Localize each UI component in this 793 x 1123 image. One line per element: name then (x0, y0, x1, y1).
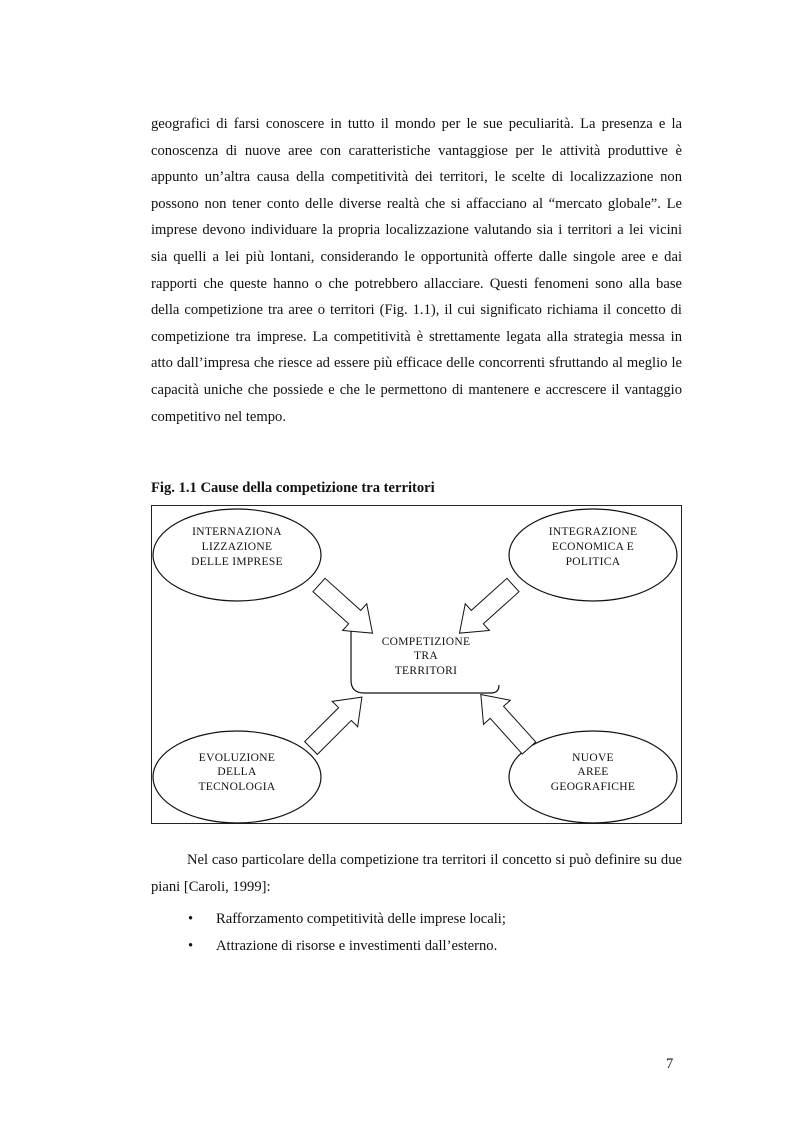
figure-competition-diagram (151, 505, 682, 824)
bullet-icon: • (188, 937, 194, 954)
label-top-right-3: POLITICA (565, 556, 621, 568)
label-center-1: COMPETIZIONE (381, 636, 471, 648)
label-top-left-3: DELLE IMPRESE (191, 556, 283, 568)
label-bottom-right-2: AREE (577, 766, 609, 778)
label-top-left-2: LIZZAZIONE (201, 541, 273, 553)
label-center-2: TRA (414, 650, 438, 662)
label-bottom-left-3: TECNOLOGIA (198, 781, 276, 793)
label-center-3: TERRITORI (394, 665, 458, 677)
label-top-right-2: ECONOMICA E (551, 541, 635, 553)
bullet-list (151, 906, 682, 959)
diagram-svg (151, 505, 682, 824)
list-item (151, 933, 682, 960)
label-bottom-right-1: NUOVE (572, 752, 614, 764)
list-item-text: Attrazione di risorse e investimenti dall’esterno. (216, 937, 498, 954)
page-number: 7 (666, 1056, 674, 1072)
bullet-icon: • (188, 911, 194, 927)
label-bottom-right-3: GEOGRAFICHE (550, 781, 636, 793)
body-paragraph-1: geografici di farsi conoscere in tutto il mondo per le sue peculiarità. La presenza e la conoscenza di nuove aree con caratteristiche vantaggiose per le attività produttive è appunto un’altra causa della competitività dei territori, le scelte di localizzazione non possono non tener conto delle diverse realtà che si affacciano al “mercato globale”. Le imprese devono individuare la propria localizzazione valutando sia i territori a lei vicini sia quelli a lei più lontani, considerando le opportunità offerte dalle singole aree e dai rapporti che queste hanno o che potrebbero allacciare. Questi fenomeni sono alla base della competizione tra aree o territori (Fig. 1.1), il cui significato richiama il concetto di competizione tra imprese. La competitività è strettamente legata alla strategia messa in atto dall’impresa che riesce ad essere più efficace delle concorrenti sfruttando al meglio le capacità uniche che possiede e che le permettono di mantenere e accrescere il vantaggio competitivo nel tempo. (151, 116, 682, 425)
body-paragraph-2: Nel caso particolare della competizione tra territori il concetto si può definire su due piani [Caroli, 1999]: (151, 852, 682, 895)
figure-caption: Fig. 1.1 Cause della competizione tra territori (151, 480, 435, 496)
label-bottom-left-2: DELLA (217, 766, 257, 778)
label-top-left-1: INTERNAZIONA (192, 526, 282, 538)
label-bottom-left-1: EVOLUZIONE (198, 752, 276, 764)
list-item (151, 906, 682, 933)
label-top-right-1: INTEGRAZIONE (548, 526, 638, 538)
list-item-text: Rafforzamento competitività delle imprese locali; (216, 911, 506, 927)
